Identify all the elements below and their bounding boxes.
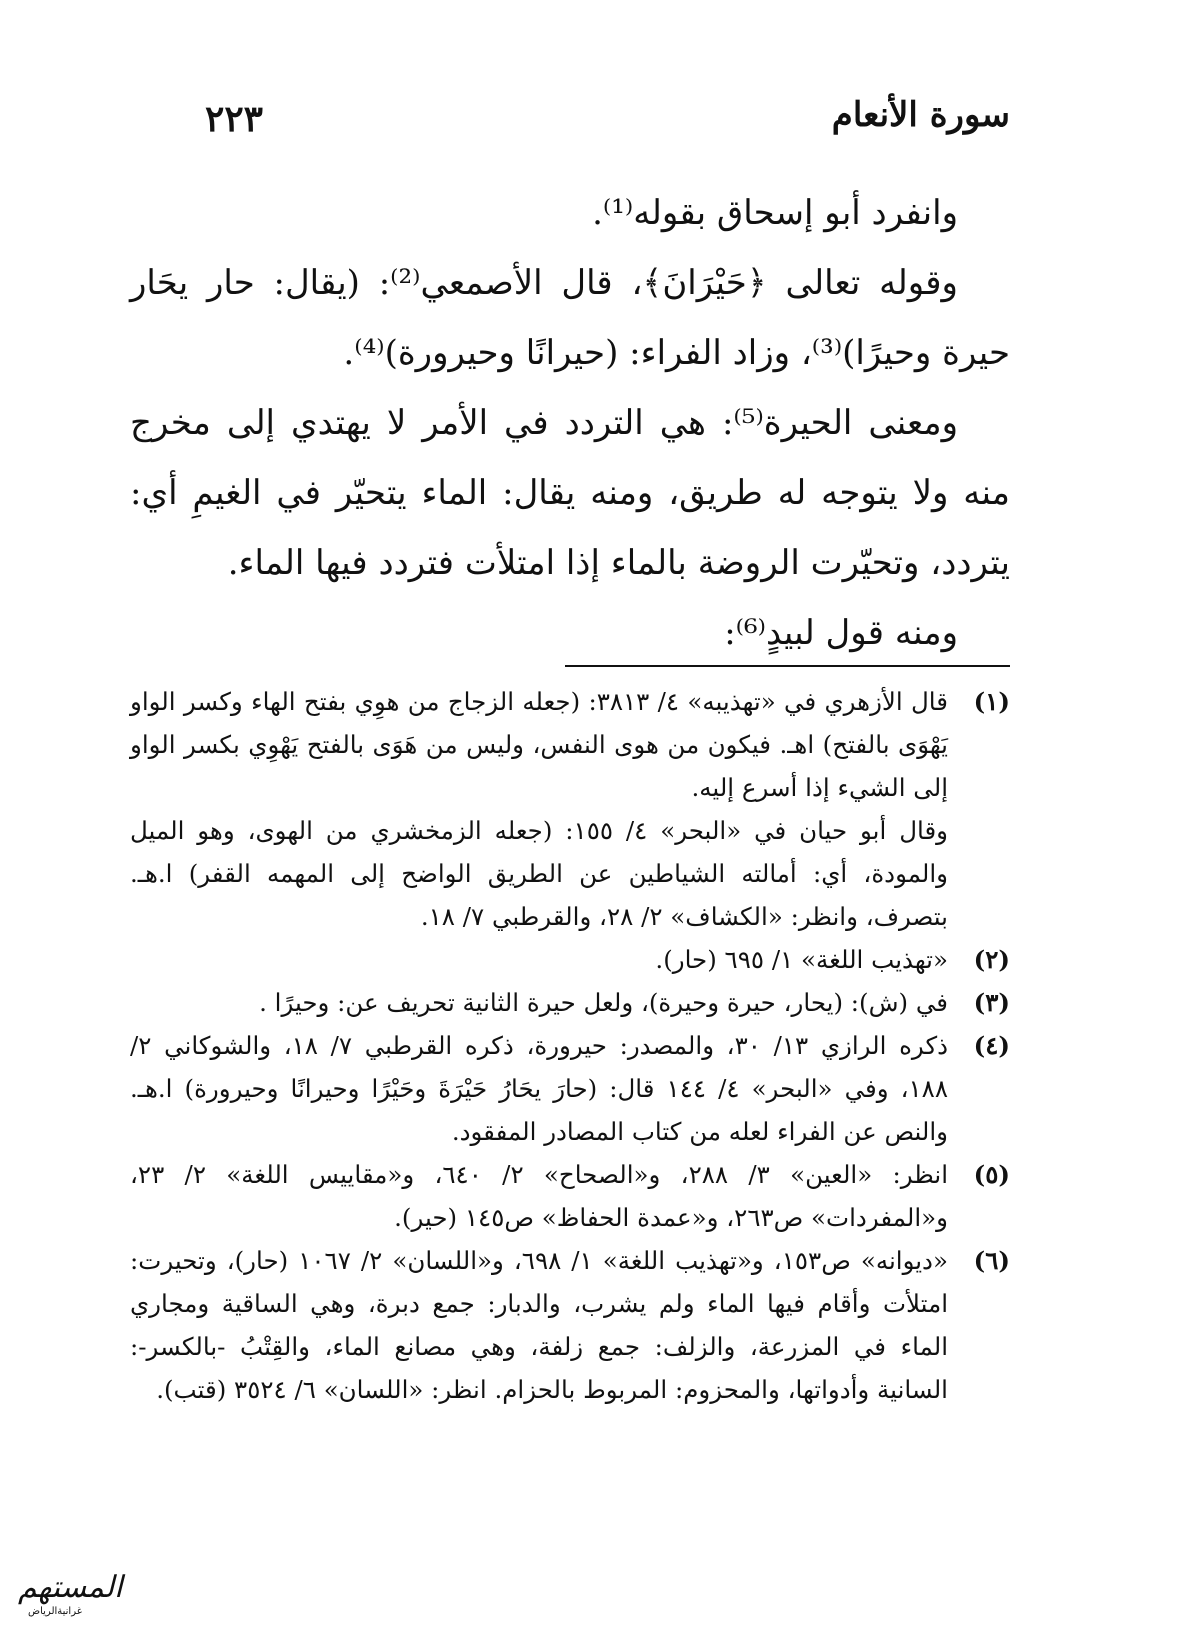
footnote <box>130 680 1010 938</box>
main-text <box>130 178 1010 668</box>
footnote <box>130 938 1010 981</box>
page-number: ٢٢٣ <box>205 98 264 140</box>
footnote <box>130 1153 1010 1239</box>
body-paragraph: ومعنى الحيرة⁽⁵⁾: هي التردد في الأمر لا يهتدي إلى مخرج منه ولا يتوجه له طريق، ومنه يقال: الماء يتحيّر في الغيمِ أي: يتردد، وتحيّرت الروضة بالماء إذا امتلأت فتردد فيها الماء. <box>130 403 1010 583</box>
footnote-number: (٤) <box>973 1031 1010 1060</box>
footnote-text: «ديوانه» ص١٥٣، و«تهذيب اللغة» ١/ ٦٩٨، و«اللسان» ٢/ ١٠٦٧ (حار)، وتحيرت: امتلأت وأقام فيها الماء ولم يشرب، والدبار: جمع دبرة، وهي الساقية ومجاري الماء في المزرعة، والزلف: جمع زلفة، وهي مصانع الماء، والقِتْبُ -بالكسر-: السانية وأدواتها، والمحزوم: المربوط بالحزام. انظر: «اللسان» ٦/ ٣٥٢٤ (قتب). <box>130 1246 948 1404</box>
footnote-number: (٢) <box>973 945 1010 974</box>
watermark-subtext: غرانيةالرياض <box>28 1606 82 1617</box>
footnote-text: في (ش): (يحار، حيرة وحيرة)، ولعل حيرة الثانية تحريف عن: وحيرًا . <box>259 988 948 1017</box>
body-paragraph: وقوله تعالى ﴿حَيْرَانَ﴾، قال الأصمعي⁽²⁾: (يقال: حار يحَار حيرة وحيرًا)⁽³⁾، وزاد الفراء: (حيرانًا وحيرورة)⁽⁴⁾. <box>130 263 1010 373</box>
footnote-text: ذكره الرازي ١٣/ ٣٠، والمصدر: حيرورة، ذكره القرطبي ٧/ ١٨، والشوكاني ٢/ ١٨٨، وفي «البحر» ٤/ ١٤٤ قال: (حارَ يحَارُ حَيْرَةَ وحَيْرًا وحيرانًا وحيرورة) ا.هـ. والنص عن الفراء لعله من كتاب المصادر المفقود. <box>130 1031 949 1146</box>
footnote-number: (١) <box>973 687 1010 716</box>
footnote <box>130 1024 1010 1153</box>
footnotes <box>130 680 1010 1411</box>
footnote-text: وقال أبو حيان في «البحر» ٤/ ١٥٥: (جعله الزمخشري من الهوى، وهو الميل والمودة، أي: أمالته الشياطين عن الطريق الواضح إلى المهمه القفر) ا.هـ. بتصرف، وانظر: «الكشاف» ٢/ ٢٨، والقرطبي ٧/ ١٨. <box>130 816 948 931</box>
footnote-number: (٣) <box>973 988 1010 1017</box>
footnote <box>130 981 1010 1024</box>
footnote-text: انظر: «العين» ٣/ ٢٨٨، و«الصحاح» ٢/ ٦٤٠، و«مقاييس اللغة» ٢/ ٢٣، و«المفردات» ص٢٦٣، و«عمدة الحفاظ» ص١٤٥ (حير). <box>130 1160 949 1232</box>
footnote-number: (٦) <box>973 1246 1010 1275</box>
footnote <box>130 1239 1010 1411</box>
body-paragraph: وانفرد أبو إسحاق بقوله⁽¹⁾. <box>592 193 958 233</box>
footnote-text: قال الأزهري في «تهذيبه» ٤/ ٣٨١٣: (جعله الزجاج من هوِي بفتح الهاء وكسر الواو يَهْوَى بالفتح) اهـ. فيكون من هوى النفس، وليس من هَوَى بالفتح يَهْوِي بكسر الواو إلى الشيء إذا أسرع إليه. <box>130 687 948 802</box>
body-paragraph: ومنه قول لبيدٍ⁽⁶⁾: <box>724 613 958 653</box>
footnote-text: «تهذيب اللغة» ١/ ٦٩٥ (حار). <box>655 945 948 974</box>
footnote-divider <box>565 665 1010 667</box>
footnote-number: (٥) <box>973 1160 1010 1189</box>
watermark-text: المستهم <box>18 1570 123 1605</box>
surah-title: سورة الأنعام <box>831 95 1010 135</box>
